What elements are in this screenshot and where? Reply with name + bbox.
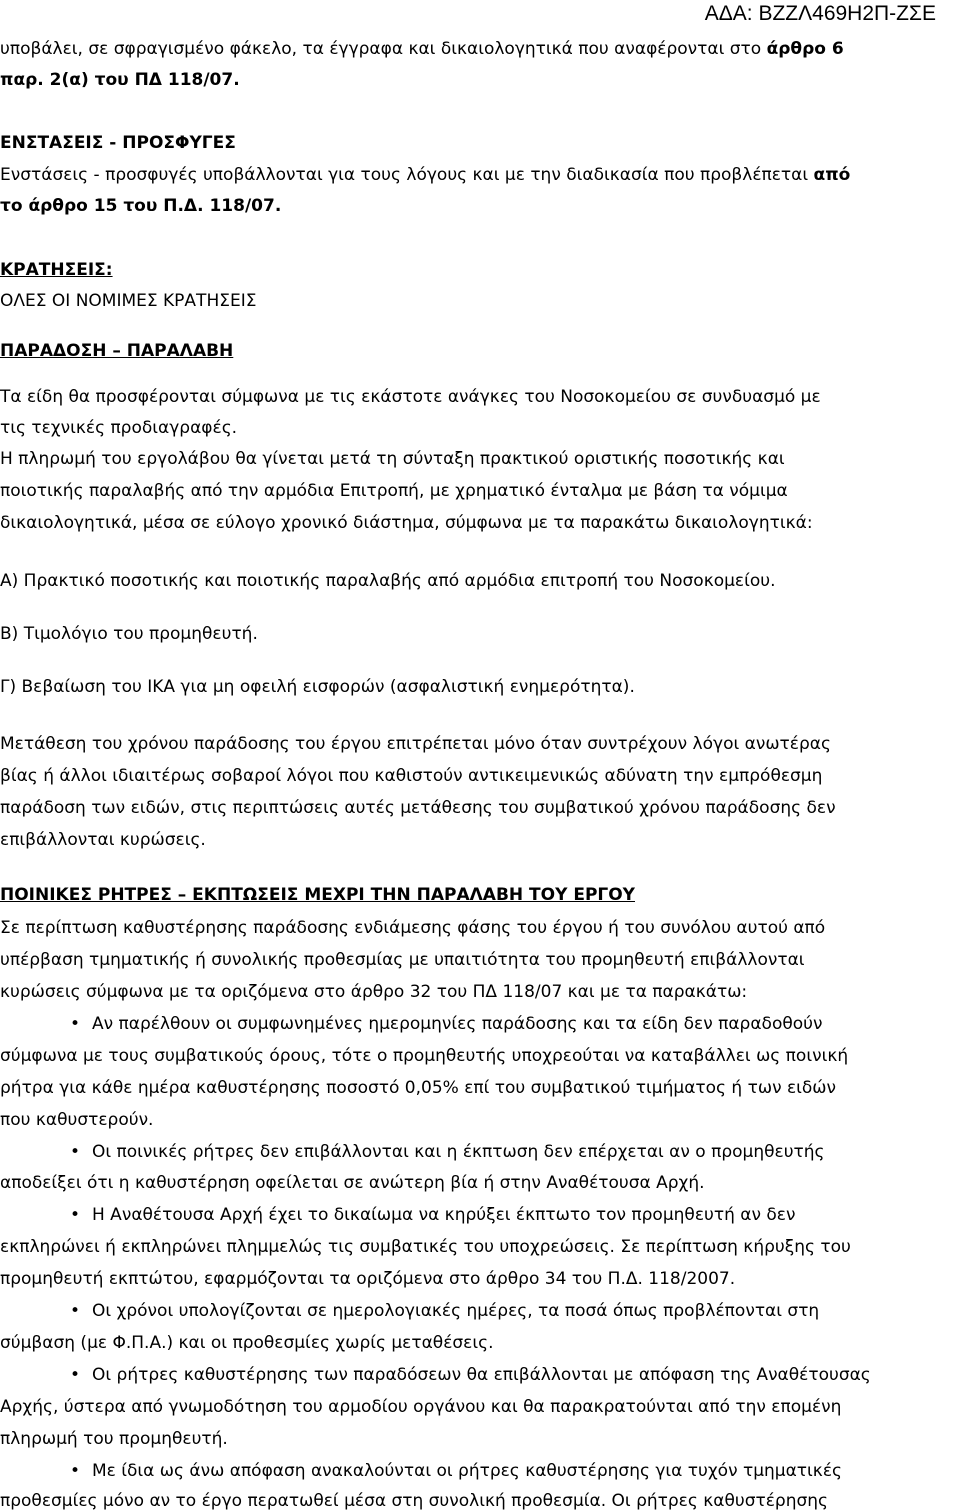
bullet-1-line-3: ρήτρα για κάθε ημέρα καθυστέρησης ποσοστό 0,05% επί του συμβατικού τιμήματος ή των ειδών <box>0 1078 837 1098</box>
payment-line-1: Η πληρωμή του εργολάβου θα γίνεται μετά τη σύνταξη πρακτικού οριστικής ποσοτικής και <box>0 449 785 469</box>
objections-title: ΕΝΣΤΑΣΕΙΣ - ΠΡΟΣΦΥΓΕΣ <box>0 133 236 153</box>
bullet-6-line-1 <box>70 1460 842 1482</box>
objections-line-1 <box>0 164 850 186</box>
bullet-1-line-2: σύμφωνα με τους συμβατικούς όρους, τότε ο προμηθευτής υποχρεούται να καταβάλλει ως ποινική <box>0 1046 849 1066</box>
transfer-line-1: Μετάθεση του χρόνου παράδοσης του έργου επιτρέπεται μόνο όταν συντρέχουν λόγοι ανωτέρας <box>0 734 831 754</box>
bullet-1-line-1 <box>70 1013 823 1035</box>
bullet-icon: • <box>70 1014 81 1034</box>
intro-text: υποβάλει, σε σφραγισμένο φάκελο, τα έγγραφα και δικαιολογητικά που αναφέρονται στο <box>0 39 767 59</box>
deductions-text: ΟΛΕΣ ΟΙ ΝΟΜΙΜΕΣ ΚΡΑΤΗΣΕΙΣ <box>0 291 257 311</box>
bullet-text: Η Αναθέτουσα Αρχή έχει το δικαίωμα να κηρύξει έκπτωτο τον προμηθευτή αν δεν <box>92 1205 796 1225</box>
deductions-title: ΚΡΑΤΗΣΕΙΣ: <box>0 260 113 280</box>
bullet-text: Αν παρέλθουν οι συμφωνημένες ημερομηνίες παράδοσης και τα είδη δεν παραδοθούν <box>92 1014 823 1034</box>
penalties-line-2: υπέρβαση τμηματικής ή συνολικής προθεσμίας με υπαιτιότητα του προμηθευτή επιβάλλονται <box>0 950 805 970</box>
penalties-line-3: κυρώσεις σύμφωνα με τα οριζόμενα στο άρθρο 32 του ΠΔ 118/07 και με τα παρακάτω: <box>0 982 748 1002</box>
intro-line-2: παρ. 2(α) του ΠΔ 118/07. <box>0 70 240 90</box>
bullet-6-line-2: προθεσμίες μόνο αν το έργο περατωθεί μέσα στη συνολική προθεσμία. Οι ρήτρες καθυστέρησης <box>0 1491 828 1511</box>
ada-code: ΑΔΑ: ΒΖΖΛ469Η2Π-ΖΣΕ <box>704 2 936 25</box>
bullet-4-line-1 <box>70 1300 819 1322</box>
bullet-3-line-2: εκπληρώνει ή εκπληρώνει πλημμελώς τις συμβατικές του υποχρεώσεις. Σε περίπτωση κήρυξης του <box>0 1237 851 1257</box>
bullet-icon: • <box>70 1301 81 1321</box>
bullet-text: Με ίδια ως άνω απόφαση ανακαλούνται οι ρήτρες καθυστέρησης για τυχόν τμηματικές <box>92 1461 842 1481</box>
delivery-title: ΠΑΡΑΔΟΣΗ – ΠΑΡΑΛΑΒΗ <box>0 341 234 361</box>
bullet-text: Οι χρόνοι υπολογίζονται σε ημερολογιακές ημέρες, τα ποσά όπως προβλέπονται στη <box>92 1301 820 1321</box>
bullet-text: Οι ποινικές ρήτρες δεν επιβάλλονται και η έκπτωση δεν επέρχεται αν ο προμηθευτής <box>92 1142 825 1162</box>
doc-item-a: Α) Πρακτικό ποσοτικής και ποιοτικής παραλαβής από αρμόδια επιτροπή του Νοσοκομείου. <box>0 571 776 591</box>
bullet-5-line-2: Αρχής, ύστερα από γνωμοδότηση του αρμοδίου οργάνου και θα παρακρατούνται από την επομένη <box>0 1397 842 1417</box>
intro-bold: άρθρο 6 <box>766 39 844 59</box>
bullet-icon: • <box>70 1461 81 1481</box>
bullet-2-line-1 <box>70 1141 825 1163</box>
intro-line-1 <box>0 38 844 60</box>
delivery-line-2: τις τεχνικές προδιαγραφές. <box>0 418 238 438</box>
payment-line-3: δικαιολογητικά, μέσα σε εύλογο χρονικό διάστημα, σύμφωνα με τα παρακάτω δικαιολογητικά: <box>0 513 813 533</box>
bullet-5-line-3: πληρωμή του προμηθευτή. <box>0 1429 228 1449</box>
objections-text: Ενστάσεις - προσφυγές υποβάλλονται για τους λόγους και με την διαδικασία που προβλέπεται <box>0 165 814 185</box>
bullet-3-line-3: προμηθευτή εκπτώτου, εφαρμόζονται τα οριζόμενα στο άρθρο 34 του Π.Δ. 118/2007. <box>0 1269 736 1289</box>
bullet-icon: • <box>70 1142 81 1162</box>
bullet-1-line-4: που καθυστερούν. <box>0 1110 154 1130</box>
transfer-line-4: επιβάλλονται κυρώσεις. <box>0 830 206 850</box>
bullet-icon: • <box>70 1205 81 1225</box>
objections-line-2: το άρθρο 15 του Π.Δ. 118/07. <box>0 196 282 216</box>
doc-item-b: Β) Τιμολόγιο του προμηθευτή. <box>0 624 258 644</box>
bullet-5-line-1 <box>70 1364 871 1386</box>
delivery-line-1: Τα είδη θα προσφέρονται σύμφωνα με τις εκάστοτε ανάγκες του Νοσοκομείου σε συνδυασμό με <box>0 387 821 407</box>
bullet-icon: • <box>70 1365 81 1385</box>
bullet-3-line-1 <box>70 1204 795 1226</box>
bullet-4-line-2: σύμβαση (με Φ.Π.Α.) και οι προθεσμίες χωρίς μεταθέσεις. <box>0 1333 494 1353</box>
doc-item-c: Γ) Βεβαίωση του ΙΚΑ για μη οφειλή εισφορών (ασφαλιστική ενημερότητα). <box>0 677 635 697</box>
bullet-text: Οι ρήτρες καθυστέρησης των παραδόσεων θα επιβάλλονται με απόφαση της Αναθέτουσας <box>92 1365 871 1385</box>
payment-line-2: ποιοτικής παραλαβής από την αρμόδια Επιτροπή, με χρηματικό ένταλμα με βάση τα νόμιμα <box>0 481 788 501</box>
penalties-title: ΠΟΙΝΙΚΕΣ ΡΗΤΡΕΣ – ΕΚΠΤΩΣΕΙΣ ΜΕΧΡΙ ΤΗΝ ΠΑΡΑΛΑΒΗ ΤΟΥ ΕΡΓΟΥ <box>0 885 635 905</box>
transfer-line-2: βίας ή άλλοι ιδιαιτέρως σοβαροί λόγοι που καθιστούν αντικειμενικώς αδύνατη την εμπρόθεσμη <box>0 766 823 786</box>
objections-bold: από <box>813 165 851 185</box>
transfer-line-3: παράδοση των ειδών, στις περιπτώσεις αυτές μετάθεσης του συμβατικού χρόνου παράδοσης δεν <box>0 798 836 818</box>
bullet-2-line-2: αποδείξει ότι η καθυστέρηση οφείλεται σε ανώτερη βία ή στην Αναθέτουσα Αρχή. <box>0 1173 705 1193</box>
penalties-line-1: Σε περίπτωση καθυστέρησης παράδοσης ενδιάμεσης φάσης του έργου ή του συνόλου αυτού από <box>0 918 826 938</box>
